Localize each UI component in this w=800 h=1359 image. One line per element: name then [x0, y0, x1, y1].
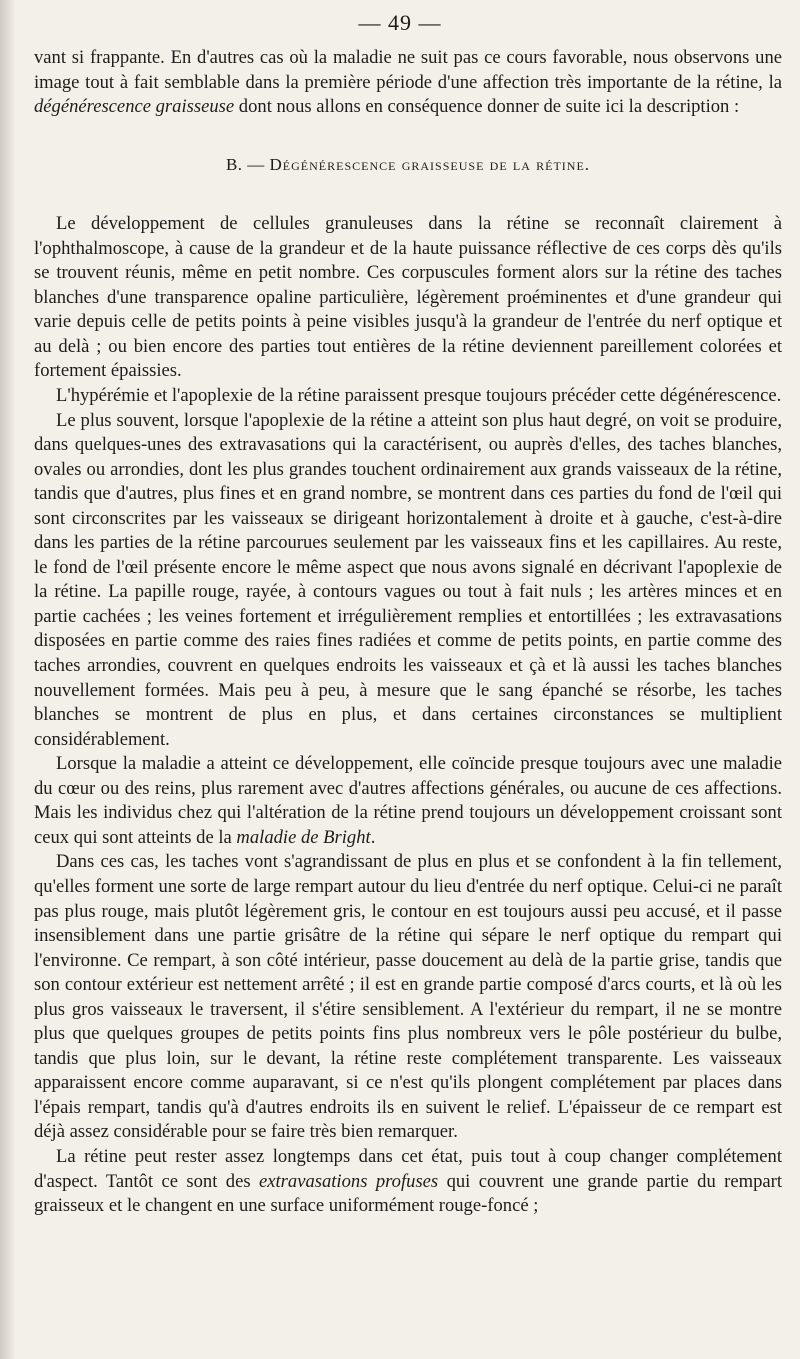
para6-text-b: qui couvrent une grande partie du rempart graisseux et le changent en une surface uniformément rouge-foncé ;	[34, 1170, 782, 1217]
paragraph-2: L'hypérémie et l'apoplexie de la rétine paraissent presque toujours précéder cette dégénérescence.	[56, 385, 782, 407]
page-edge-shadow	[0, 0, 16, 1359]
paragraph-4	[34, 752, 782, 850]
section-title: Dégénérescence graisseuse de la rétine.	[269, 154, 591, 174]
paragraph-5: Dans ces cas, les taches vont s'agrandissant de plus en plus et se confondent à la fin tellement, qu'elles forment une sorte de large rempart autour du lieu d'entrée du nerf optique. Celui-ci ne paraît pas plus rouge, mais plutôt légèrement gris, le contour en est toujours aussi peu accusé, et il passe insensiblement dans une partie grisâtre de la rétine qui sépare le nerf optique du rempart qui l'environne. Ce rempart, à son côté intérieur, passe doucement au delà de la partie grise, tandis que son contour extérieur est nettement arrêté ; il est en grande partie composé d'arcs courts, et là où les plus gros vaisseaux le traversent, il s'étire sensiblement. A l'extérieur du rempart, il ne se montre plus que quelques groupes de petits points fins plus nombreux vers le pôle postérieur du bulbe, tandis que plus loin, sur le devant, la rétine reste complétement transparente. Les vaisseaux apparaissent encore comme auparavant, si ce n'est qu'ils plongent complétement par places dans l'épais rempart, tandis qu'à d'autres endroits ils en suivent le relief. L'épaisseur de ce rempart est déjà assez considérable pour se faire très bien remarquer.	[34, 851, 782, 1143]
intro-text-b: dont nous allons en conséquence donner de suite ici la description :	[234, 96, 740, 118]
section-heading	[34, 153, 782, 178]
intro-text-a: vant si frappante. En d'autres cas où la maladie ne suit pas ce cours favorable, nous observons une image tout à fait semblable dans la première période d'une affection très importante de la rétine, la	[34, 47, 782, 93]
paragraph-3: Le plus souvent, lorsque l'apoplexie de la rétine a atteint son plus haut degré, on voit se produire, dans quelques-unes des extravasations qui la caractérisent, ou auprès d'elles, des taches blanches, ovales ou arrondies, dont les plus grandes touchent ordinairement aux grands vaisseaux de la rétine, tandis que d'autres, plus fines et en grand nombre, se montrent dans ces parties du fond de l'œil qui sont circonscrites par les vaisseaux se dirigeant horizontalement à droite et à gauche, c'est-à-dire dans les parties de la rétine parcourues seulement par les vaisseaux fins et les capillaires. Au reste, le fond de l'œil présente encore le même aspect que nous avons signalé en décrivant l'apoplexie de la rétine. La papille rouge, rayée, à contours vagues ou tout à fait nuls ; les artères minces et en partie cachées ; les veines fortement et irrégulièrement remplies et entortillées ; les extravasations disposées en partie comme des raies fines radiées et comme de petits points, en partie comme des taches arrondies, couvrent en quelques endroits les vaisseaux et çà et là aussi les taches blanches nouvellement formées. Mais peu à peu, à mesure que le sang épanché se résorbe, les taches blanches se montrent de plus en plus, et dans certaines circonstances se multiplient considérablement.	[34, 409, 782, 750]
paragraph-1: Le développement de cellules granuleuses dans la rétine se reconnaît clairement à l'ophthalmoscope, à cause de la grandeur et de la haute puissance réflective de ces corps dès qu'ils se trouvent réunis, même en petit nombre. Ces corpuscules forment alors sur la rétine des taches blanches d'une transparence opaline particulière, légèrement proéminentes et d'une grandeur qui varie depuis celle de petits points à peine visibles jusqu'à la grandeur de l'entrée du nerf optique et au delà ; ou bien encore des parties tout entières de la rétine deviennent pareillement colorées et fortement épaissies.	[34, 213, 782, 382]
page-body	[34, 46, 782, 1219]
paragraph-6	[34, 1145, 782, 1219]
section-letter: B.	[225, 154, 243, 174]
intro-emphasis: dégénérescence graisseuse	[34, 96, 235, 118]
para4-text-b: .	[370, 826, 376, 848]
para6-emphasis: extravasations profuses	[258, 1170, 439, 1192]
section-dash: —	[247, 154, 265, 174]
para6-text-a: La rétine peut rester assez longtemps dans cet état, puis tout à coup changer complétement d'aspect. Tantôt ce sont des	[34, 1145, 782, 1192]
para4-text-a: Lorsque la maladie a atteint ce développement, elle coïncide presque toujours avec une maladie du cœur ou des reins, plus rarement avec d'autres affections générales, ou aucune de ces affections. Mais les individus chez qui l'altération de la rétine prend toujours un développement croissant sont ceux qui sont atteints de la	[34, 753, 782, 848]
page-number: — 49 —	[358, 10, 442, 35]
para4-emphasis: maladie de Bright	[236, 826, 371, 848]
paragraph-intro	[34, 46, 782, 120]
